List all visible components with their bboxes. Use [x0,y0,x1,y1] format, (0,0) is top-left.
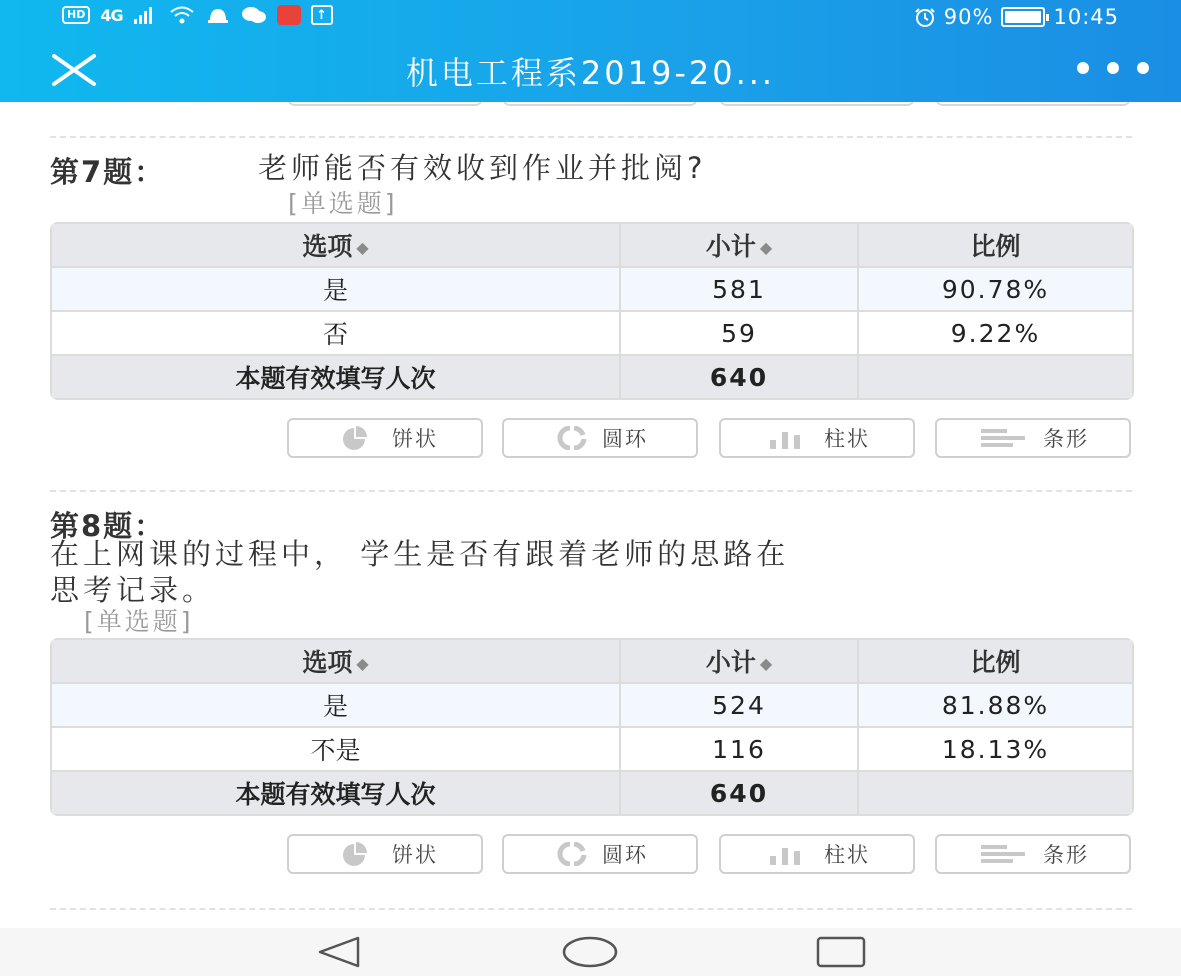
donut-chart-icon [552,426,592,450]
question-7-table [50,222,1134,400]
sort-icon: ◆ [356,238,369,257]
table-header-row [51,223,1133,267]
table-total-row [51,355,1133,399]
home-circle-icon [560,934,620,970]
total-count: 640 [620,771,858,815]
bar-chart-button[interactable]: 柱状 [719,418,915,458]
recents-square-icon [812,934,872,970]
previous-chart-buttons [0,102,1181,106]
clock-time: 10:45 [1053,5,1119,29]
alarm-clock-icon [914,7,936,27]
hd-badge: HD [62,6,90,24]
system-nav-bar [0,928,1181,976]
question-7-type: [单选题] [288,189,398,218]
horizontal-bar-icon [977,426,1033,450]
question-8-label: 第8题： [50,509,166,543]
ratio-cell: 81.88% [858,683,1133,727]
option-header[interactable]: 选项 ◆ [51,223,620,267]
sort-icon: ◆ [759,238,773,257]
page-title: 机电工程系2019-20... [405,54,776,92]
table-row [51,683,1133,727]
battery-percent: 90% [943,5,994,29]
status-left [62,5,333,25]
count-header[interactable]: 小计 ◆ [620,223,858,267]
pie-chart-icon [332,426,382,450]
back-triangle-icon [310,934,370,970]
table-total-row [51,771,1133,815]
table-row [51,727,1133,771]
pie-chart-button[interactable]: 饼状 [287,418,483,458]
option-cell: 是 [51,683,620,727]
table-row [51,267,1133,311]
ratio-cell: 18.13% [858,727,1133,771]
recents-button[interactable] [812,934,872,970]
nav-bar [0,36,1181,102]
ratio-cell: 90.78% [858,267,1133,311]
count-header[interactable]: 小计 ◆ [620,639,858,683]
horizontal-bar-button[interactable]: 条形 [935,834,1131,874]
table-row [51,311,1133,355]
question-7-text: 老师能否有效收到作业并批阅? [258,151,707,185]
horizontal-bar-button[interactable]: 条形 [935,418,1131,458]
signal-icon [133,5,159,25]
sort-icon: ◆ [356,654,369,673]
total-ratio [858,771,1133,815]
survey-results[interactable] [0,102,1181,928]
wechat-icon [241,5,267,25]
divider [50,136,1132,138]
more-dots-icon [1077,62,1089,74]
total-label: 本题有效填写人次 [51,355,620,399]
status-bar [0,0,1181,36]
bar-chart-icon [764,842,814,866]
divider [50,908,1132,910]
total-label: 本题有效填写人次 [51,771,620,815]
donut-chart-button[interactable]: 圆环 [502,834,698,874]
total-count: 640 [620,355,858,399]
count-cell: 524 [620,683,858,727]
notification-bell-icon [205,5,231,25]
question-7-label: 第7题： [50,155,166,189]
back-button[interactable] [310,934,370,970]
count-cell: 59 [620,311,858,355]
wifi-icon [169,5,195,25]
donut-chart-button[interactable]: 圆环 [502,418,698,458]
horizontal-bar-icon [977,842,1033,866]
network-type: 4G [100,5,123,25]
question-8-text-line1: 在上网课的过程中， 学生是否有跟着老师的思路在 [50,537,790,571]
more-button[interactable] [1075,50,1151,86]
table-header-row [51,639,1133,683]
donut-chart-icon [552,842,592,866]
battery-icon [1001,7,1045,27]
upload-arrow-icon: ↑ [311,5,333,25]
question-8-table [50,638,1134,816]
question-8-type: [单选题] [84,607,194,636]
bar-chart-button[interactable]: 柱状 [719,834,915,874]
ratio-header: 比例 [858,223,1133,267]
status-right [914,5,1119,29]
pie-chart-button[interactable]: 饼状 [287,834,483,874]
home-button[interactable] [560,934,620,970]
question-7-chart-buttons [285,418,1133,458]
question-8-text-line2: 思考记录。 [50,573,216,607]
divider [50,490,1132,492]
option-header[interactable]: 选项 ◆ [51,639,620,683]
ratio-header: 比例 [858,639,1133,683]
app-notification-icon [277,5,301,25]
ratio-cell: 9.22% [858,311,1133,355]
bar-chart-icon [764,426,814,450]
option-cell: 否 [51,311,620,355]
total-ratio [858,355,1133,399]
count-cell: 581 [620,267,858,311]
question-8-chart-buttons [285,834,1133,874]
count-cell: 116 [620,727,858,771]
sort-icon: ◆ [759,654,773,673]
app-header [0,0,1181,102]
option-cell: 是 [51,267,620,311]
option-cell: 不是 [51,727,620,771]
pie-chart-icon [332,842,382,866]
